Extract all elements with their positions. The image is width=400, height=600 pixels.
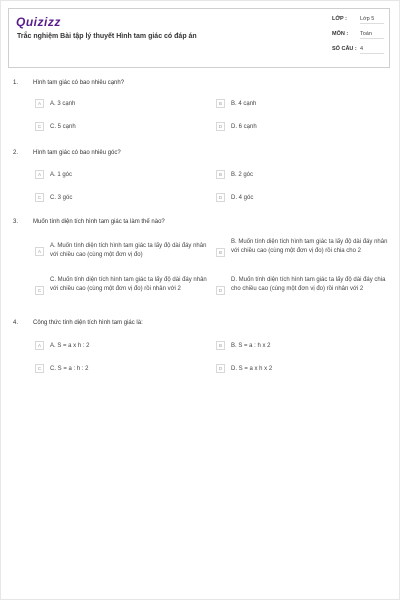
option-letter-box: C <box>35 364 44 373</box>
option-letter-box: D <box>216 193 225 202</box>
option-letter-box: A <box>35 341 44 350</box>
option-text: D. S = a x h x 2 <box>231 366 273 372</box>
question-text: Hình tam giác có bao nhiêu cạnh? <box>33 80 125 86</box>
question-text: Hình tam giác có bao nhiêu góc? <box>33 150 121 156</box>
question-number: 2. <box>13 150 19 156</box>
option-letter-box: B <box>216 341 225 350</box>
option-text: D. 4 góc <box>231 195 254 201</box>
option-text: A. S = a x h : 2 <box>50 343 90 349</box>
option-letter-box: B <box>216 99 225 108</box>
option-letter-box: A <box>35 99 44 108</box>
option-letter-box: D <box>216 364 225 373</box>
meta-count-row <box>332 46 388 56</box>
quizizz-logo: Quizizz <box>16 15 61 29</box>
question-number: 3. <box>13 219 19 225</box>
option-text: A. 1 góc <box>50 172 73 178</box>
option-text: C. S = a : h : 2 <box>50 366 89 372</box>
question-number: 1. <box>13 80 19 86</box>
class-label: LỚP : <box>332 16 347 22</box>
question-count-value: 4 <box>360 46 384 54</box>
meta-class-row <box>332 16 388 26</box>
class-value: Lớp 5 <box>360 16 384 24</box>
option-text: A. Muốn tính diện tích hình tam giác ta lấy độ dài đáy nhân với chiều cao (cùng một đơn vị đo) <box>50 243 207 258</box>
option-text: D. Muốn tính diện tích hình tam giác ta lấy độ dài đáy chia cho chiều cao (cùng một đơn vị đo) rồi nhân với 2 <box>231 277 386 292</box>
option-letter-box: A <box>35 247 44 256</box>
subject-value: Toán <box>360 31 384 39</box>
option-letter-box: B <box>216 170 225 179</box>
option-text: A. 3 cạnh <box>50 101 76 107</box>
option-text: C. 3 góc <box>50 195 73 201</box>
subject-label: MÔN : <box>332 31 349 37</box>
question-number: 4. <box>13 320 19 326</box>
worksheet-title: Trắc nghiệm Bài tập lý thuyết Hình tam giác có đáp án <box>17 33 197 40</box>
option-text: B. S = a : h x 2 <box>231 343 271 349</box>
option-text: C. 5 cạnh <box>50 124 76 130</box>
option-letter-box: D <box>216 286 225 295</box>
option-letter-box: B <box>216 248 225 257</box>
option-letter-box: C <box>35 286 44 295</box>
question-text: Muốn tính diện tích hình tam giác ta làm thế nào? <box>33 219 165 225</box>
option-letter-box: C <box>35 193 44 202</box>
option-text: B. 4 cạnh <box>231 101 257 107</box>
option-letter-box: A <box>35 170 44 179</box>
option-text: C. Muốn tính diện tích hình tam giác ta lấy độ dài đáy nhân với chiều cao (cùng một đơn vị đo) rồi nhân với 2 <box>50 277 207 292</box>
question-text: Công thức tính diện tích hình tam giác là: <box>33 320 143 326</box>
option-letter-box: D <box>216 122 225 131</box>
option-letter-box: C <box>35 122 44 131</box>
option-text: B. Muốn tính diện tích hình tam giác ta lấy độ dài đáy nhân với chiều cao (cùng một đơn vị đo) rồi chia cho 2 <box>231 239 388 254</box>
option-text: D. 6 cạnh <box>231 124 257 130</box>
worksheet-header <box>8 8 390 68</box>
meta-subject-row <box>332 31 388 41</box>
question-count-label: SỐ CÂU : <box>332 46 357 52</box>
option-text: B. 2 góc <box>231 172 254 178</box>
